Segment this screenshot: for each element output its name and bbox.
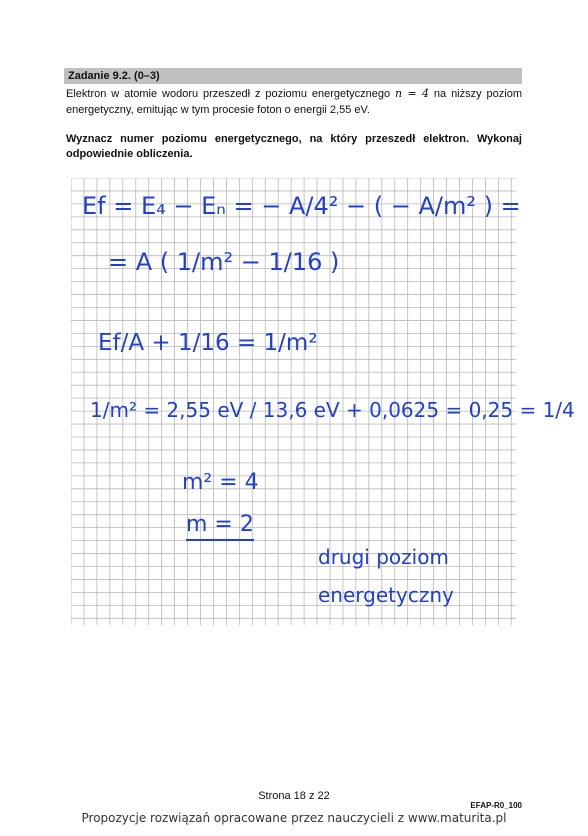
- footer-note: Propozycje rozwiązań opracowane przez nauczycieli z www.maturita.pl: [81, 811, 507, 825]
- handwritten-line-3: Ef/A + 1/16 = 1/m²: [98, 330, 318, 356]
- task-text-before: Elektron w atomie wodoru przeszedł z poziomu energetycznego: [66, 88, 396, 100]
- energy-level-value: n = 4: [395, 87, 430, 100]
- task-description: [66, 86, 522, 118]
- handwritten-line-2: = A ( 1/m² − 1/16 ): [108, 248, 340, 276]
- handwritten-line-5: m² = 4: [182, 470, 259, 495]
- task-title: Zadanie 9.2. (0–3): [64, 68, 522, 84]
- handwritten-answer-note: drugi poziom energetyczny: [318, 545, 454, 607]
- answer-grid: [71, 178, 516, 625]
- handwritten-line-1: Ef = E₄ − Eₙ = − A/4² − ( − A/m² ) =: [82, 192, 521, 220]
- task-instruction: Wyznacz numer poziomu energetycznego, na który przeszedł elektron. Wykonaj odpowiednie obliczenia.: [66, 133, 522, 160]
- handwritten-line-6: m = 2: [186, 512, 254, 541]
- handwritten-line-4: 1/m² = 2,55 eV / 13,6 eV + 0,0625 = 0,25 = 1/4: [90, 398, 575, 422]
- page-number: Strona 18 z 22: [258, 790, 330, 802]
- task-text-after: na niższy poziom energetyczny, emitując w tym procesie foton o energii 2,55 eV.: [66, 88, 522, 116]
- document-code: EFAP-R0_100: [470, 801, 522, 810]
